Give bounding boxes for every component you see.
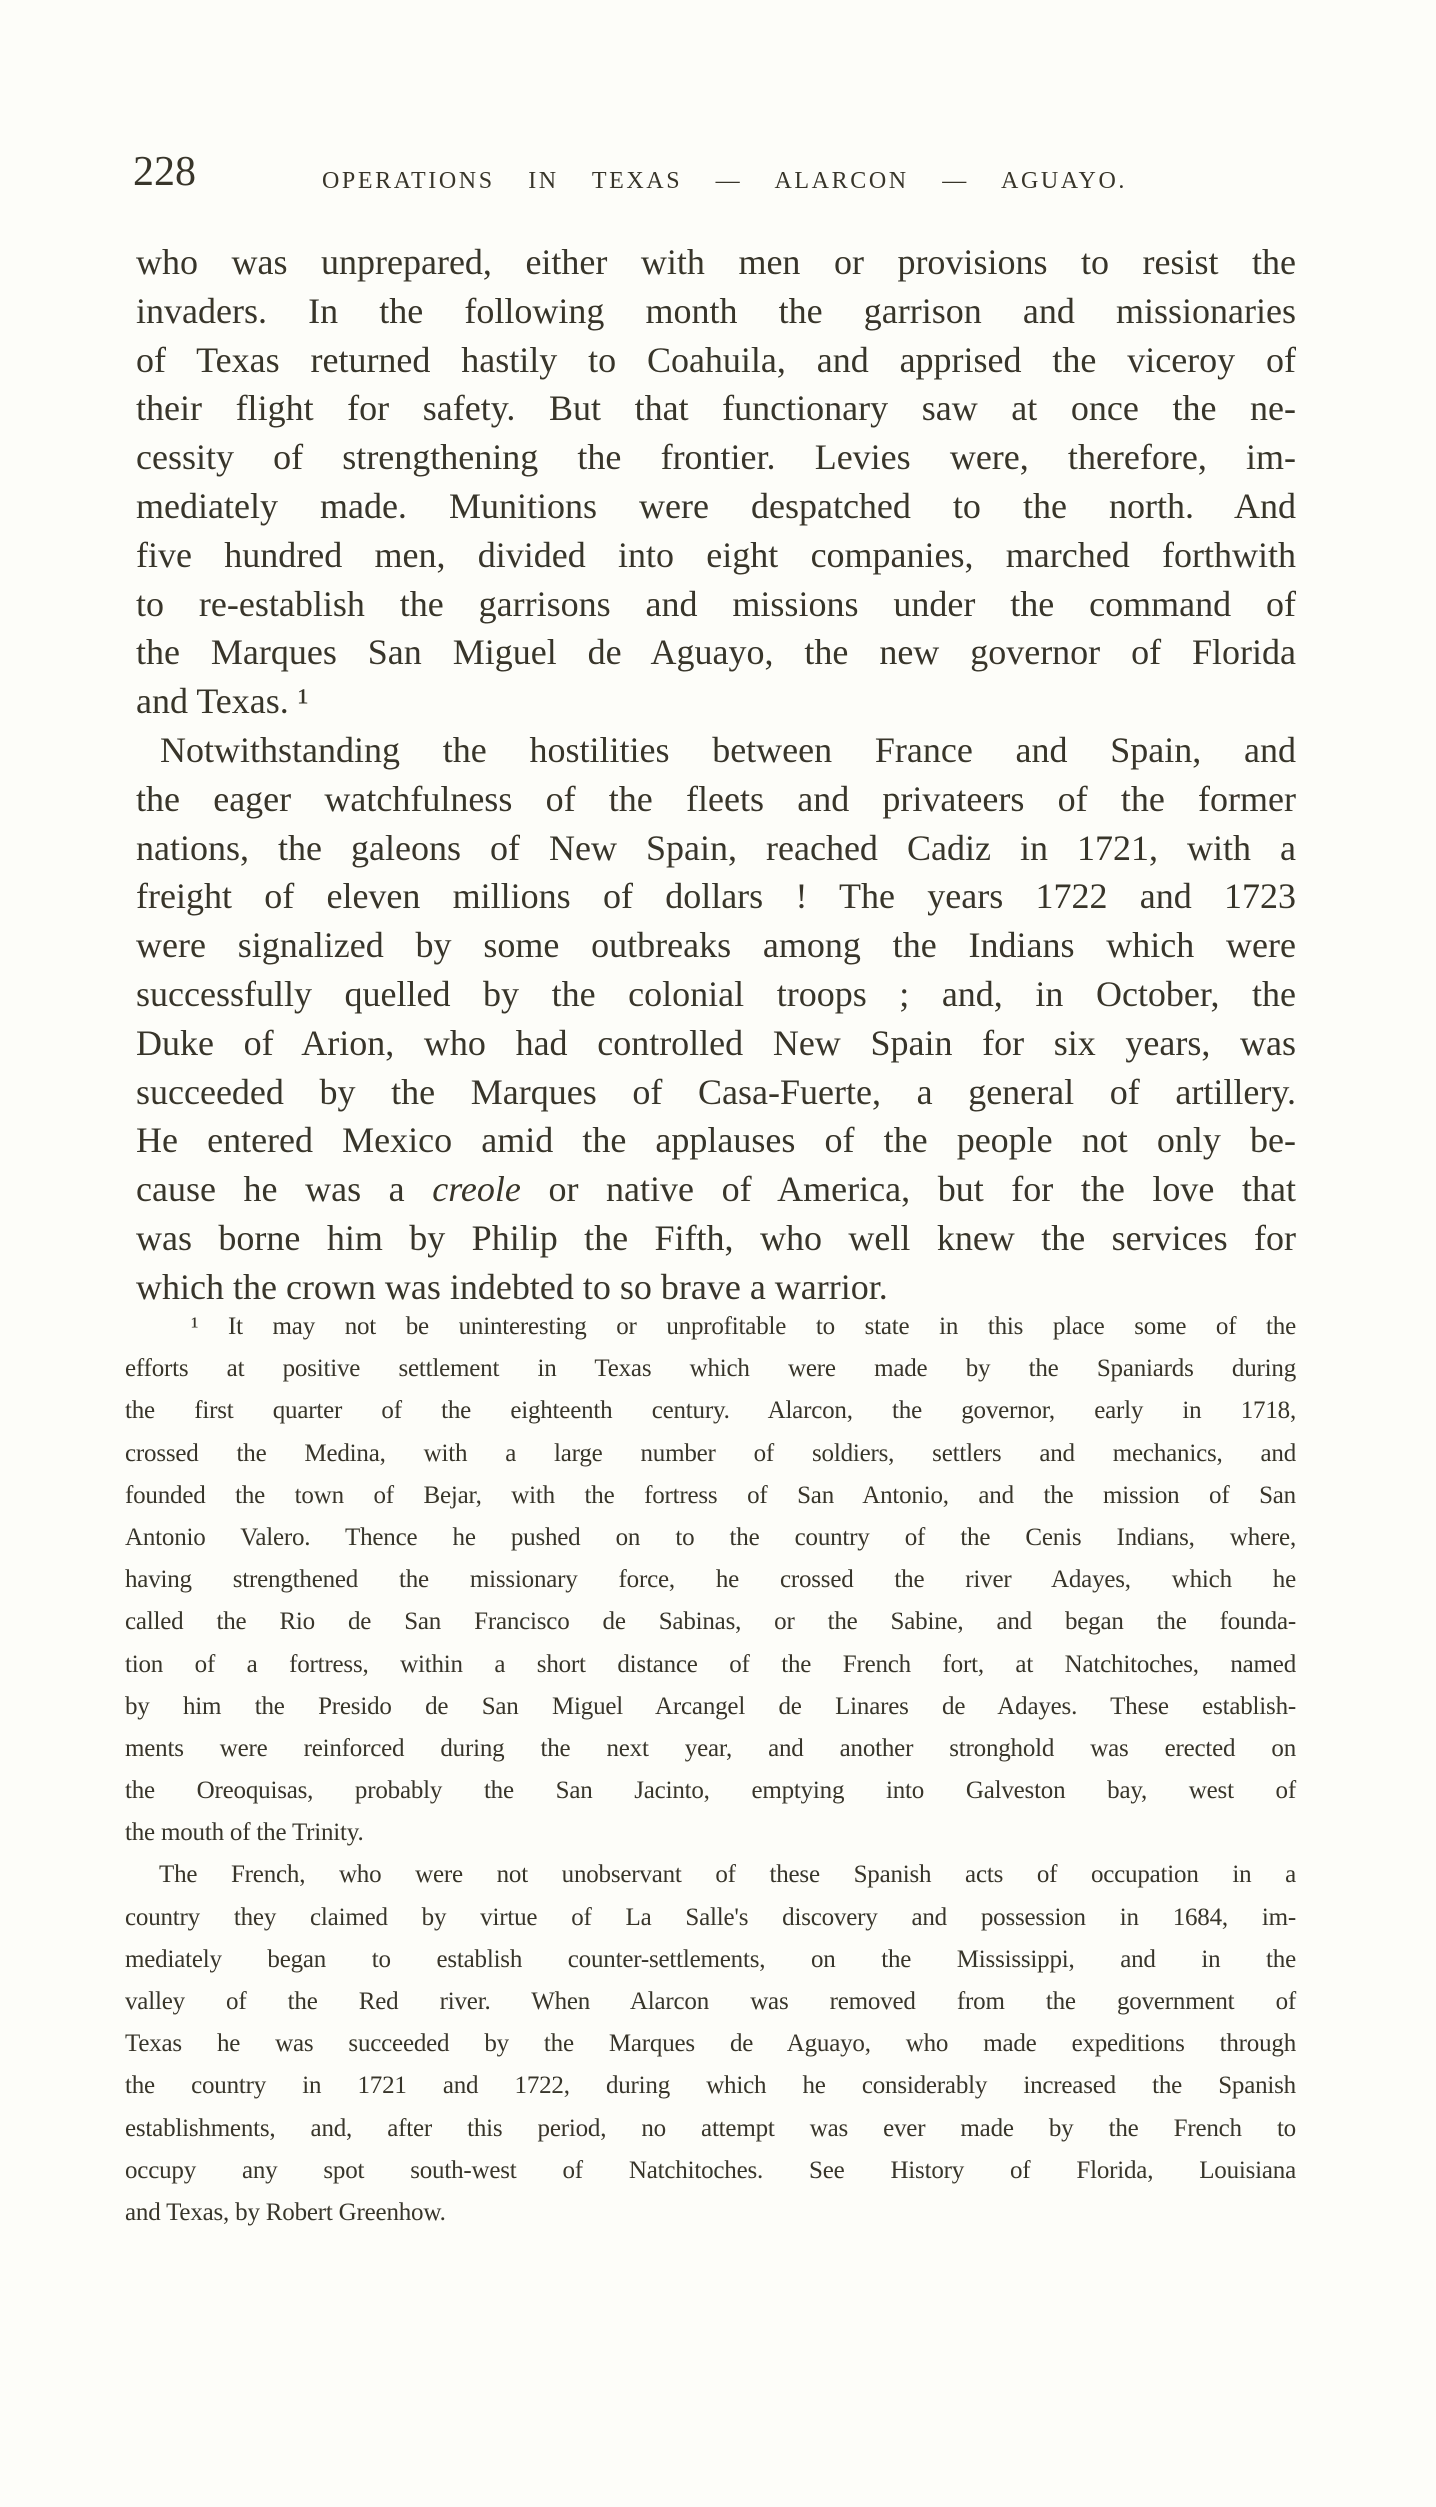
footnote-line: founded the town of Bejar, with the fortress of San Antonio, and the mission of San xyxy=(125,1481,1296,1509)
body-line: to re-establish the garrisons and missions under the command of xyxy=(136,583,1296,624)
footnote-line: crossed the Medina, with a large number of soldiers, settlers and mechanics, and xyxy=(125,1439,1296,1467)
body-line: invaders. In the following month the garrison and missionaries xyxy=(136,290,1296,331)
body-line: succeeded by the Marques of Casa-Fuerte, a general of artillery. xyxy=(136,1071,1296,1112)
body-line: which the crown was indebted to so brave a warrior. xyxy=(136,1266,888,1307)
footnote-line: ments were reinforced during the next year, and another stronghold was erected on xyxy=(125,1734,1296,1762)
footnote-line: establishments, and, after this period, no attempt was ever made by the French to xyxy=(125,2114,1296,2142)
footnote-line: tion of a fortress, within a short distance of the French fort, at Natchitoches, named xyxy=(125,1650,1296,1678)
body-line: of Texas returned hastily to Coahuila, and apprised the viceroy of xyxy=(136,339,1296,380)
text-segment: cause he was a xyxy=(136,1169,433,1210)
footnote-line: country they claimed by virtue of La Salle's discovery and possession in 1684, im- xyxy=(125,1903,1296,1931)
footnote-line: the Oreoquisas, probably the San Jacinto, emptying into Galveston bay, west of xyxy=(125,1777,1296,1805)
body-line: cessity of strengthening the frontier. Levies were, therefore, im- xyxy=(136,437,1296,478)
italic-term: creole xyxy=(432,1169,521,1210)
footnote-line: mediately began to establish counter-settlements, on the Mississippi, and in the xyxy=(125,1945,1296,1973)
footnote-line: and Texas, by Robert Greenhow. xyxy=(125,2198,446,2226)
body-line: successfully quelled by the colonial troops ; and, in October, the xyxy=(136,973,1296,1014)
body-line: was borne him by Philip the Fifth, who well knew the services for xyxy=(136,1217,1296,1258)
footnote-line: by him the Presido de San Miguel Arcangel de Linares de Adayes. These establish- xyxy=(125,1692,1296,1720)
body-line: their flight for safety. But that functionary saw at once the ne- xyxy=(136,388,1296,429)
body-line: nations, the galeons of New Spain, reached Cadiz in 1721, with a xyxy=(136,827,1296,868)
footnote-line: efforts at positive settlement in Texas which were made by the Spaniards during xyxy=(125,1355,1296,1383)
footnote-line: the mouth of the Trinity. xyxy=(125,1819,364,1847)
footnote-line: valley of the Red river. When Alarcon was removed from the government of xyxy=(125,1988,1296,2015)
footnote-line: occupy any spot south-west of Natchitoches. See History of Florida, Louisiana xyxy=(125,2156,1296,2184)
body-line: Notwithstanding the hostilities between France and Spain, and xyxy=(160,729,1296,770)
body-line: the Marques San Miguel de Aguayo, the new governor of Florida xyxy=(136,632,1296,673)
body-text xyxy=(136,238,1296,1312)
footnote-line: Texas he was succeeded by the Marques de Aguayo, who made expeditions through xyxy=(125,2030,1296,2058)
body-line: and Texas. ¹ xyxy=(136,681,309,722)
body-line: the eager watchfulness of the fleets and privateers of the former xyxy=(136,778,1296,819)
body-line: who was unprepared, either with men or provisions to resist the xyxy=(136,242,1296,282)
body-line: were signalized by some outbreaks among the Indians which were xyxy=(136,925,1296,966)
body-line: five hundred men, divided into eight companies, marched forthwith xyxy=(136,534,1296,575)
footnote-line: the country in 1721 and 1722, during which he considerably increased the Spanish xyxy=(125,2072,1296,2100)
footnote-line: Antonio Valero. Thence he pushed on to the country of the Cenis Indians, where, xyxy=(125,1523,1296,1551)
footnote-line: ¹ It may not be uninteresting or unprofitable to state in this place some of the xyxy=(191,1313,1296,1340)
footnote-line: The French, who were not unobservant of these Spanish acts of occupation in a xyxy=(159,1861,1296,1889)
body-line: freight of eleven millions of dollars ! The years 1722 and 1723 xyxy=(136,876,1296,917)
footnote-line: the first quarter of the eighteenth century. Alarcon, the governor, early in 1718, xyxy=(125,1397,1296,1425)
running-title: OPERATIONS IN TEXAS — ALARCON — AGUAYO. xyxy=(322,168,1127,194)
page-number: 228 xyxy=(133,149,196,195)
footnotes xyxy=(125,1306,1296,2234)
footnote-line: called the Rio de San Francisco de Sabinas, or the Sabine, and began the founda- xyxy=(125,1608,1296,1636)
body-line xyxy=(136,1165,1296,1214)
body-line: Duke of Arion, who had controlled New Spain for six years, was xyxy=(136,1022,1296,1063)
text-segment: or native of America, but for the love that xyxy=(520,1169,1296,1210)
body-line: mediately made. Munitions were despatched to the north. And xyxy=(136,485,1296,526)
body-line: He entered Mexico amid the applauses of the people not only be- xyxy=(136,1120,1296,1161)
footnote-line: having strengthened the missionary force, he crossed the river Adayes, which he xyxy=(125,1566,1296,1594)
